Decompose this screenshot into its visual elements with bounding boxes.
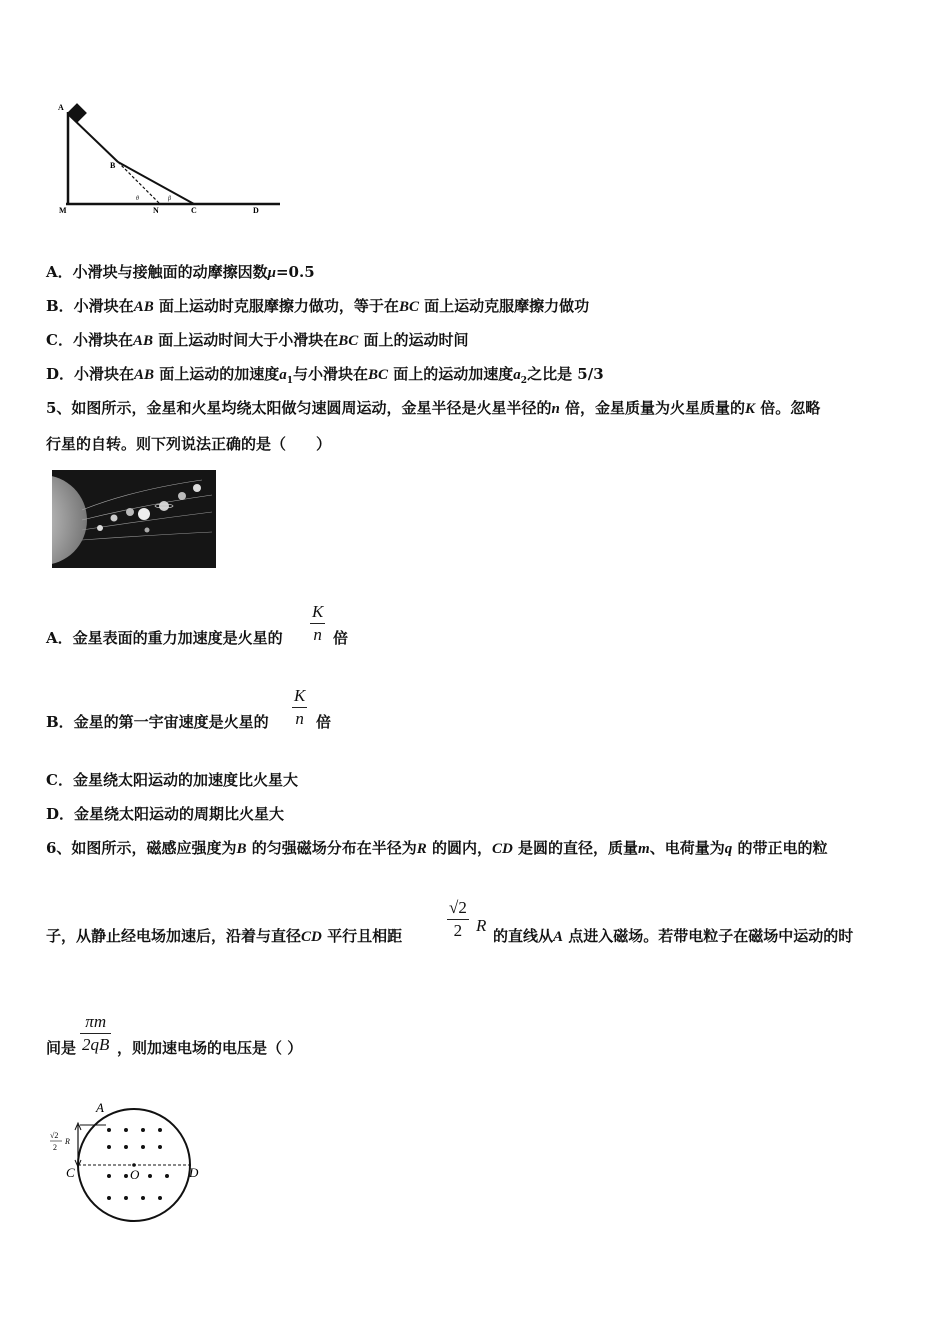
- q4-option-d: D．小滑块在AB 面上运动的加速度$a_1$与小滑块在BC 面上的运动加速度$a_2$之比是 5/3: [46, 365, 604, 386]
- label-B: B: [110, 161, 116, 170]
- q4-option-c: C．小滑块在AB 面上运动时间大于小滑块在BC 面上的运动时间: [46, 331, 469, 349]
- q5-option-b-suffix: 倍: [316, 713, 332, 731]
- q5-stem-line2: 行星的自转。则下列说法正确的是（ ）: [46, 435, 332, 453]
- q4-option-b: B．小滑块在AB 面上运动时克服摩擦力做功，等于在BC 面上运动克服摩擦力做功: [46, 297, 590, 315]
- q5-option-a-suffix: 倍: [333, 629, 349, 647]
- incline-diagram: [56, 100, 286, 220]
- fraction-k-over-n-a: K n: [312, 602, 324, 644]
- solar-system-image: [52, 470, 216, 568]
- q6-stem-line1: 6、如图所示，磁感应强度为B 的匀强磁场分布在半径为R 的圆内，CD 是圆的直径，质量m、电荷量为q 的带正电的粒: [46, 839, 828, 857]
- fraction-pim-over-2qB: πm 2qB: [82, 1012, 110, 1054]
- label-M: M: [59, 206, 67, 215]
- label-theta: θ: [136, 196, 139, 202]
- q5-stem-line1: 5、如图所示，金星和火星均绕太阳做匀速圆周运动，金星半径是火星半径的n 倍，金星质量为火星质量的K 倍。忽略: [46, 399, 821, 417]
- q6-stem-line2b: 的直线从A 点进入磁场。若带电粒子在磁场中运动的时: [493, 927, 854, 945]
- q5-option-a: A．金星表面的重力加速度是火星的: [46, 629, 283, 647]
- q6-stem-line3a: 间是: [46, 1039, 77, 1057]
- q4-option-a: A．小滑块与接触面的动摩擦因数μ=0.5: [46, 263, 315, 281]
- q6-stem-line3b: ，则加速电场的电压是（ ）: [117, 1039, 303, 1057]
- label-D: D: [189, 1165, 199, 1180]
- fraction-k-over-n-b: K n: [294, 686, 306, 728]
- label-sqrt2: √2: [50, 1131, 59, 1140]
- q6-stem-line2a: 子，从静止经电场加速后，沿着与直径CD 平行且相距: [46, 927, 403, 945]
- label-D: D: [253, 206, 259, 215]
- q6-R-symbol: R: [476, 916, 487, 935]
- label-R: R: [65, 1137, 70, 1146]
- label-C: C: [66, 1165, 75, 1180]
- label-A: A: [58, 103, 64, 112]
- magnetic-field-diagram: [46, 1098, 216, 1228]
- q5-option-b: B．金星的第一宇宙速度是火星的: [46, 713, 269, 731]
- label-two: 2: [53, 1143, 57, 1152]
- label-A: A: [96, 1100, 104, 1115]
- q5-option-d: D．金星绕太阳运动的周期比火星大: [46, 805, 285, 823]
- label-beta: β: [168, 196, 171, 202]
- q5-option-c: C．金星绕太阳运动的加速度比火星大: [46, 771, 298, 789]
- label-N: N: [153, 206, 159, 215]
- fraction-sqrt2-over-2: √2 2: [449, 898, 467, 940]
- label-C: C: [191, 206, 197, 215]
- label-O: O: [130, 1167, 140, 1182]
